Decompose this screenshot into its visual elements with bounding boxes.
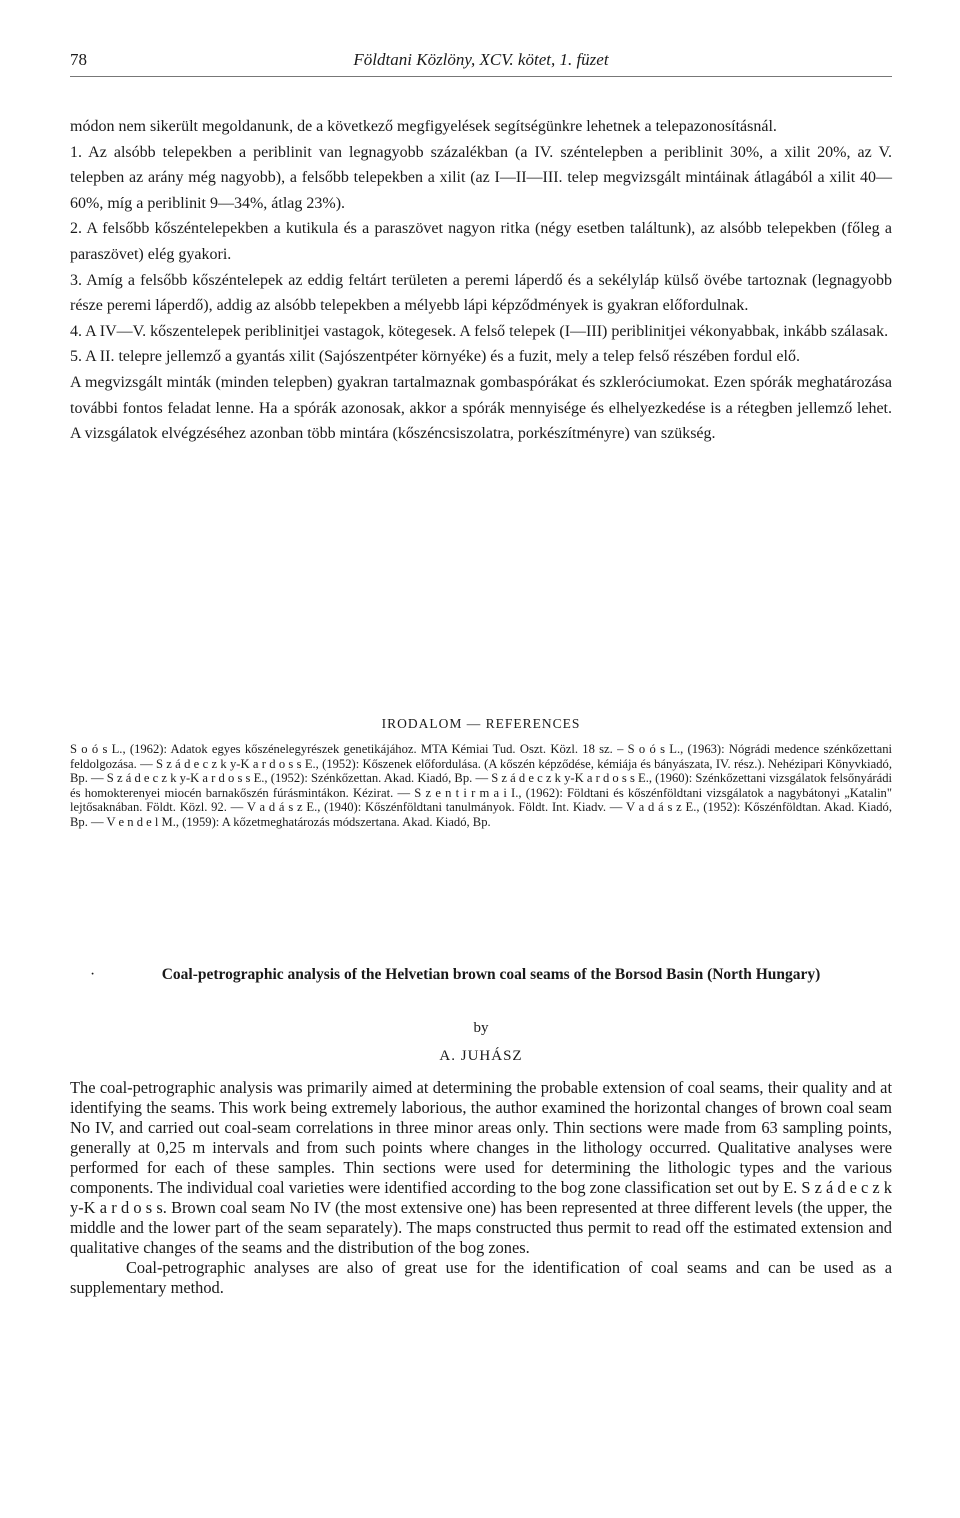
title-bullet: · xyxy=(90,966,96,983)
body-paragraph: 1. Az alsóbb telepekben a periblinit van legnagyobb százalékban (a IV. széntelepben a periblinit 30%, a xilit 20%, az V. telepben az arány még nagyobb), a felsőbb telepekben a xilit (az I—II—III. telep megvizsgált mintáinak átlagából a xilit 40—60%, míg a periblinit 9—34%, átlag 23%). xyxy=(70,143,892,212)
body-paragraph: A megvizsgált minták (minden telepben) gyakran tartalmaznak gombaspórákat és szkleróciumokat. Ezen spórák meghatározása további fontos feladat lenne. Ha a spórák azonosak, akkor a spórák mennyisége és elhelyezkedése is a rétegben jellemző lehet. A vizsgálatok elvégzéséhez azonban több mintára (kőszéncsiszolatra, porkészítményre) van szükség. xyxy=(70,373,892,443)
journal-title: Földtani Közlöny, XCV. kötet, 1. füzet xyxy=(353,50,609,69)
body-paragraph: 5. A II. telepre jellemző a gyantás xilit (Sajószentpéter környéke) és a fuzit, mely a telep felső részében fordul elő. xyxy=(70,348,800,366)
body-paragraph: 3. Amíg a felsőbb kőszéntelepek az eddig feltárt területen a peremi láperdő és a sekélyláp külső övébe tartoznak (legnagyobb része peremi láperdő), addig az alsóbb telepekben a mélyebb lápi képződmények is gyakran előfordulnak. xyxy=(70,271,892,315)
abstract-paragraph: Coal-petrographic analyses are also of great use for the identification of coal seams and can be used as a supplementary method. xyxy=(70,1258,892,1297)
summary-title: Coal-petrographic analysis of the Helvetian brown coal seams of the Borsod Basin (North Hungary) xyxy=(161,966,821,983)
body-paragraph: módon nem sikerült megoldanunk, de a következő megfigyelések segítségünkre lehetnek a telepazonosításnál. xyxy=(70,118,777,135)
english-abstract xyxy=(70,1078,892,1298)
abstract-paragraph: The coal-petrographic analysis was primarily aimed at determining the probable extension of coal seams, their quality and at identifying the seams. This work being extremely laborious, the author examined the horizontal changes of brown coal seam No IV, and carried out coal-seam correlations in three minor areas only. Thin sections were made from 63 sampling points, generally at 0,25 m intervals and from such points where changes in the lithology occurred. Qualitative analyses were performed for each of these samples. Thin sections were used for determining the lithologic types and the various components. The individual coal varieties were identified according to the bog zone classification set out by E. S z á d e c z k y-K a r d o s s. Brown coal seam No IV (the most extensive one) has been represented at three different levels (the upper, the middle and the lower part of the seam separately). The maps constructed thus permit to read off the estimated extension and qualitative changes of the seams and the distribution of the bog zones. xyxy=(70,1078,892,1257)
body-paragraph: 4. A IV—V. kőszentelepek periblinitjei vastagok, kötegesek. A felső telepek (I—III) periblinitjei vékonyabbak, inkább szálasak. xyxy=(70,322,889,340)
byline: by xyxy=(473,1020,489,1036)
hungarian-body xyxy=(70,114,892,447)
author-name: A. JUHÁSZ xyxy=(439,1048,523,1064)
running-head xyxy=(70,48,892,77)
summary-title-block xyxy=(90,964,892,985)
references-heading: IRODALOM — REFERENCES xyxy=(381,716,581,731)
page-number: 78 xyxy=(70,50,87,69)
references-list xyxy=(70,742,892,830)
body-paragraph: 2. A felsőbb kőszéntelepekben a kutikula és a paraszövet nagyon ritka (négy esetben találtunk), az alsóbb telepekben (főleg a paraszövet) elég gyakori. xyxy=(70,220,892,263)
references-text: S o ó s L., (1962): Adatok egyes kőszénelegyrészek genetikájához. MTA Kémiai Tud. Oszt. Közl. 18 sz. – S o ó s L., (1963): Nógrádi medence szénkőzettani feldolgozása. — S z á d e c z k y-K a r d o s s E., (1952): Kőszenek előfordulása. (A kőszén képződése, kémiája és bányászata, IV. rész.). Nehézipari Könyvkiadó, Bp. — S z á d e c z k y-K a r d o s s E., (1952): Szénkőzettan. Akad. Kiadó, Bp. — S z á d e c z k y-K a r d o s s E., (1960): Szénkőzettani vizsgálatok felsőnyárádi és homokterenyei miocén barnakőszén fúrásmintákon. Kézirat. — S z e n t i r m a i I., (1962): Földtani és kőszénföldtani vizsgálatok a nagybátonyi „Katalin" lejtősaknában. Földt. Közl. 92. — V a d á s z E., (1940): Kőszénföldtani tanulmányok. Földt. Int. Kiadv. — V a d á s z E., (1952): Kőszénföldtan. Akad. Kiadó, Bp. — V e n d e l M., (1959): A kőzetmeghatározás módszertana. Akad. Kiadó, Bp. xyxy=(70,742,892,829)
